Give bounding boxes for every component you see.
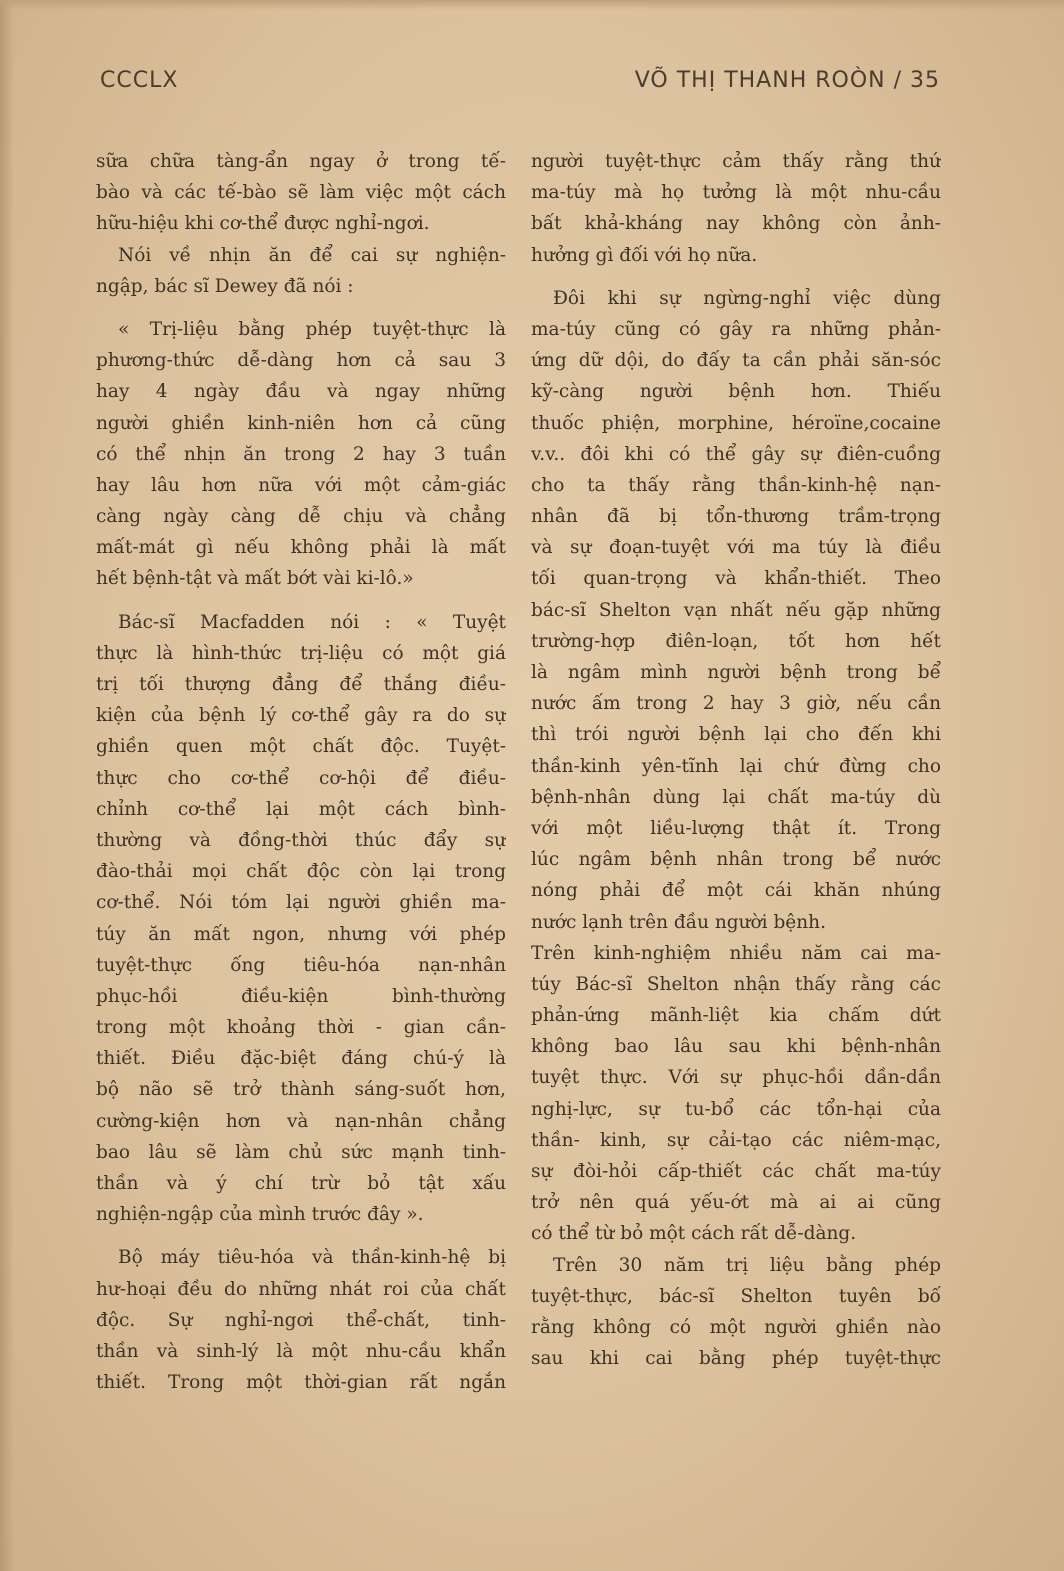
- right-text-column: [531, 146, 941, 1374]
- chapter-number: CCCLX: [100, 68, 179, 93]
- text-line: hư-hoại đều do những nhát roi của chất: [96, 1278, 506, 1300]
- text-line: người tuyệt-thực cảm thấy rằng thứ: [531, 151, 941, 172]
- text-line: không bao lâu sau khi bệnh-nhân: [531, 1036, 941, 1058]
- text-line: « Trị-liệu bằng phép tuyệt-thực là: [118, 318, 506, 340]
- text-line: bao lâu sẽ làm chủ sức mạnh tinh-: [96, 1141, 506, 1163]
- text-line: hữu-hiệu khi cơ-thể được nghỉ-ngơi.: [96, 213, 430, 235]
- paragraph-gap: [96, 302, 506, 314]
- text-line: thần và ý chí trừ bỏ tật xấu: [96, 1173, 506, 1194]
- text-line: Bộ máy tiêu-hóa và thần-kinh-hệ bị: [118, 1247, 506, 1269]
- text-line: thực cho cơ-thể cơ-hội để điều-: [96, 767, 506, 789]
- text-line: trong một khoảng thời - gian cần-: [96, 1017, 506, 1039]
- text-line: v.v.. đôi khi có thể gây sự điên-cuồng: [531, 443, 941, 465]
- text-line: thần và sinh-lý là một nhu-cầu khẩn: [96, 1340, 506, 1362]
- text-line: độc. Sự nghỉ-ngơi thể-chất, tinh-: [96, 1309, 506, 1331]
- text-line: sau khi cai bằng phép tuyệt-thực: [531, 1348, 941, 1370]
- text-line: bộ não sẽ trở thành sáng-suốt hơn,: [96, 1079, 506, 1101]
- text-line: thần- kinh, sự cải-tạo các niêm-mạc,: [531, 1129, 941, 1151]
- text-line: ngập, bác sĩ Dewey đã nói :: [96, 275, 354, 297]
- text-line: nóng phải để một cái khăn nhúng: [531, 880, 941, 902]
- text-line: ứng dữ dội, do đấy ta cần phải săn-sóc: [531, 350, 941, 372]
- text-line: bệnh-nhân dùng lại chất ma-túy dù: [531, 786, 941, 808]
- paragraph-gap: [96, 1230, 506, 1242]
- running-header: VÕ THỊ THANH ROÒN / 35: [634, 68, 940, 93]
- text-line: Trên kinh-nghiệm nhiều năm cai ma-: [531, 942, 941, 964]
- text-line: kỹ-càng người bệnh hơn. Thiếu: [531, 381, 941, 403]
- text-line: hết bệnh-tật và mất bớt vài ki-lô.»: [96, 568, 414, 590]
- text-line: trường-hợp điên-loạn, tốt hơn hết: [531, 630, 941, 652]
- text-line: rằng không có một người ghiền nào: [531, 1316, 941, 1338]
- text-line: và sự đoạn-tuyệt với ma túy là điều: [531, 537, 941, 559]
- text-line: với một liều-lượng thật ít. Trong: [531, 817, 941, 839]
- text-line: tuyệt-thực, bác-sĩ Shelton tuyên bố: [531, 1285, 941, 1307]
- text-line: cho ta thấy rằng thần-kinh-hệ nạn-: [531, 474, 941, 496]
- page-edge-shadow: [0, 0, 14, 1571]
- text-line: nghị-lực, sự tu-bổ các tổn-hại của: [531, 1098, 941, 1120]
- text-line: bác-sĩ Shelton vạn nhất nếu gặp những: [531, 599, 941, 621]
- text-line: hay 4 ngày đầu và ngay những: [96, 381, 506, 403]
- text-line: có thể nhịn ăn trong 2 hay 3 tuần: [96, 443, 506, 465]
- text-line: cơ-thể. Nói tóm lại người ghiền ma-: [96, 892, 506, 914]
- text-line: túy ăn mất ngon, nhưng với phép: [96, 923, 506, 945]
- text-line: nghiện-ngập của mình trước đây ».: [96, 1204, 424, 1226]
- text-line: thực là hình-thức trị-liệu có một giá: [96, 642, 506, 664]
- text-line: người ghiền kinh-niên hơn cả cũng: [96, 412, 506, 434]
- text-line: ma-túy cũng có gây ra những phản-: [531, 318, 941, 340]
- text-line: là ngâm mình người bệnh trong bể: [531, 662, 941, 683]
- text-line: lúc ngâm bệnh nhân trong bể nước: [531, 849, 941, 871]
- text-line: bào và các tế-bào sẽ làm việc một cách: [96, 182, 506, 204]
- text-line: phục-hồi điều-kiện bình-thường: [96, 985, 506, 1007]
- text-line: Đôi khi sự ngừng-nghỉ việc dùng: [553, 287, 941, 309]
- text-line: có thể từ bỏ một cách rất dễ-dàng.: [531, 1223, 857, 1245]
- text-line: kiện của bệnh lý cơ-thể gây ra do sự: [96, 705, 506, 727]
- text-line: cường-kiện hơn và nạn-nhân chẳng: [96, 1110, 506, 1132]
- text-line: phản-ứng mãnh-liệt kia chấm dứt: [531, 1005, 941, 1027]
- text-line: thuốc phiện, morphine, héroïne,cocaine: [531, 412, 941, 434]
- text-line: càng ngày càng dễ chịu và chẳng: [96, 506, 506, 528]
- text-line: túy Bác-sĩ Shelton nhận thấy rằng các: [531, 973, 941, 995]
- text-line: đào-thải mọi chất độc còn lại trong: [96, 861, 506, 883]
- text-line: phương-thức dễ-dàng hơn cả sau 3: [96, 350, 506, 372]
- text-line: chỉnh cơ-thể lại một cách bình-: [96, 798, 506, 820]
- text-line: sự đòi-hỏi cấp-thiết các chất ma-túy: [531, 1161, 941, 1182]
- text-line: Bác-sĩ Macfadden nói : « Tuyệt: [118, 611, 506, 633]
- text-line: hưởng gì đối với họ nữa.: [531, 244, 758, 266]
- text-line: trị tối thượng đẳng để thắng điều-: [96, 674, 506, 695]
- text-line: tối quan-trọng và khẩn-thiết. Theo: [531, 568, 941, 590]
- paragraph-gap: [531, 271, 941, 283]
- text-line: Trên 30 năm trị liệu bằng phép: [553, 1254, 941, 1276]
- text-line: hay lâu hơn nữa với một cảm-giác: [96, 474, 506, 496]
- text-line: thì trói người bệnh lại cho đến khi: [531, 724, 941, 746]
- text-line: tuyệt thực. Với sự phục-hồi dần-dần: [531, 1067, 941, 1089]
- text-line: thường và đồng-thời thúc đẩy sự: [96, 829, 506, 851]
- text-line: nước ấm trong 2 hay 3 giờ, nếu cần: [531, 693, 941, 715]
- text-line: ghiền quen một chất độc. Tuyệt-: [96, 736, 506, 758]
- paragraph-gap: [96, 595, 506, 607]
- page-top-shadow: [0, 0, 1064, 10]
- left-text-column: [96, 146, 506, 1398]
- text-line: sữa chữa tàng-ẩn ngay ở trong tế-: [96, 151, 506, 172]
- text-line: bất khả-kháng nay không còn ảnh-: [531, 213, 941, 235]
- text-line: tuyệt-thực ống tiêu-hóa nạn-nhân: [96, 954, 506, 976]
- text-line: thiết. Điều đặc-biệt đáng chú-ý là: [96, 1048, 506, 1070]
- text-line: nhân đã bị tổn-thương trầm-trọng: [531, 506, 941, 528]
- text-line: thiết. Trong một thời-gian rất ngắn: [96, 1372, 506, 1394]
- text-line: Nói về nhịn ăn để cai sự nghiện-: [118, 244, 506, 266]
- text-line: mất-mát gì nếu không phải là mất: [96, 537, 506, 559]
- text-line: nước lạnh trên đầu người bệnh.: [531, 911, 826, 933]
- text-line: trở nên quá yếu-ớt mà ai ai cũng: [531, 1192, 941, 1214]
- text-line: thần-kinh yên-tĩnh lại chứ đừng cho: [531, 755, 941, 777]
- text-line: ma-túy mà họ tưởng là một nhu-cầu: [531, 182, 941, 204]
